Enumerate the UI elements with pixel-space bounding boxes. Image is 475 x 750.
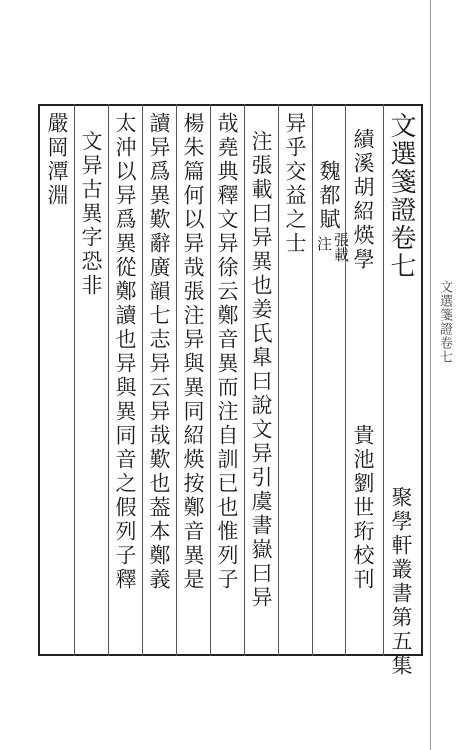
column-rule [210, 104, 211, 656]
section-note-label: 注 [315, 236, 333, 251]
series-title: 聚學軒叢書第五集 [389, 486, 413, 678]
bottom-border [38, 654, 423, 656]
fold-margin-text: 文選箋證卷七 [437, 280, 452, 364]
section-note-author: 張載 [332, 232, 350, 262]
right-border [421, 104, 423, 656]
body-column-3: 哉堯典釋文异徐云鄭音異而注自訓已也惟列子 [215, 112, 239, 592]
column-rule [383, 104, 384, 656]
column-rule [142, 104, 143, 656]
body-column-5: 讀异爲異歎辭廣韻七志异云异哉歎也葢本鄭義 [147, 112, 171, 592]
top-border [38, 104, 423, 106]
body-column-1: 异乎交益之士 [283, 112, 307, 256]
column-rule [345, 104, 346, 656]
column-rule [244, 104, 245, 656]
column-rule [108, 104, 109, 656]
column-rule [312, 104, 313, 656]
body-column-8: 嚴岡潭淵 [45, 112, 69, 208]
left-border [38, 104, 40, 656]
column-rule [278, 104, 279, 656]
book-title: 文選箋證卷七 [386, 112, 416, 280]
body-column-2: 注張載曰异異也姜氏臯曰說文异引虞書嶽曰异 [249, 130, 273, 610]
editor-line: 貴池劉世珩校刊 [351, 424, 375, 592]
body-column-7: 文异古異字恐非 [79, 130, 103, 298]
section-title: 魏都賦 [317, 160, 341, 232]
body-column-6: 太沖以异爲異從鄭讀也异與異同音之假列子釋 [113, 112, 137, 592]
body-column-4: 楊朱篇何以异哉張注异與異同紹煐按鄭音異是 [181, 112, 205, 592]
column-rule [74, 104, 75, 656]
column-rule [176, 104, 177, 656]
author-line: 績溪胡紹煐學 [351, 128, 375, 272]
fold-line [430, 0, 431, 750]
